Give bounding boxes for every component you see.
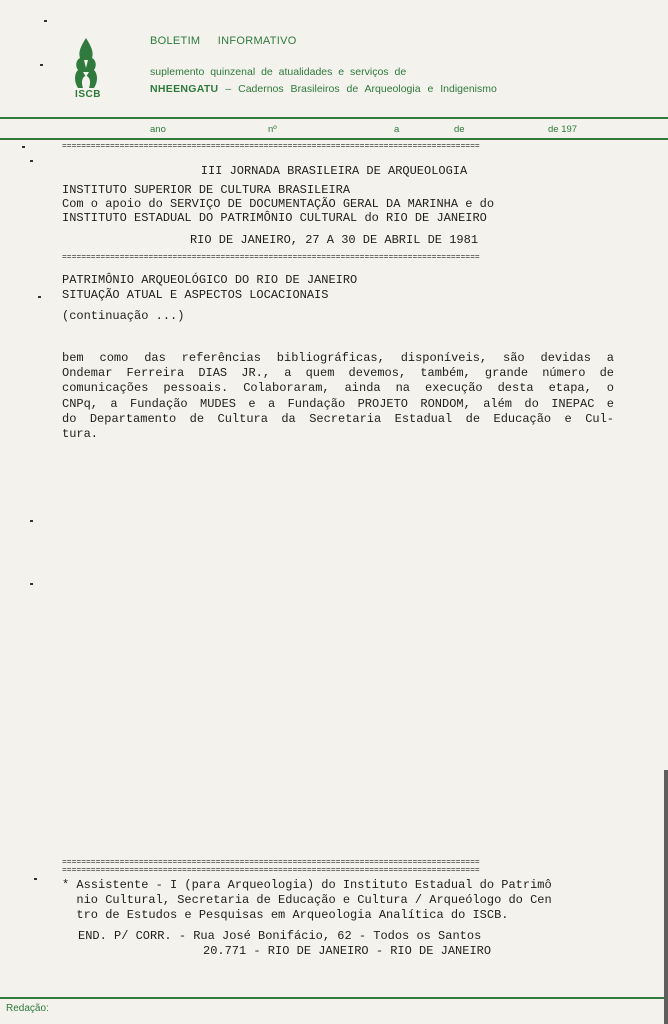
event-org-line1: INSTITUTO SUPERIOR DE CULTURA BRASILEIRA — [62, 183, 351, 197]
address-line2: 20.771 - RIO DE JANEIRO - RIO DE JANEIRO — [203, 944, 492, 958]
article-body — [62, 351, 614, 442]
body-line: bem como das referências bibliográficas, disponíveis, são devidas a — [62, 351, 614, 365]
event-org-line3: INSTITUTO ESTADUAL DO PATRIMÔNIO CULTURAL do RIO DE JANEIRO — [62, 211, 487, 225]
footnote — [62, 878, 552, 923]
date-ano-label: ano — [150, 124, 166, 135]
margin-speck — [38, 296, 41, 298]
separator-line: ======================================================================================= — [62, 142, 480, 151]
date-a-label: a — [394, 124, 400, 135]
margin-speck — [34, 878, 37, 880]
header-rule-bottom — [0, 138, 668, 140]
footnote-line: * Assistente - I (para Arqueologia) do Instituto Estadual do Patrimô — [62, 878, 552, 892]
body-line: tura. — [62, 427, 99, 442]
margin-speck — [22, 146, 25, 148]
date-de-label: de — [454, 124, 465, 135]
article-title-line1: PATRIMÔNIO ARQUEOLÓGICO DO RIO DE JANEIRO — [62, 273, 358, 287]
footnote-line: nio Cultural, Secretaria de Educação e Cultura / Arqueólogo do Cen — [62, 893, 552, 907]
bulletin-brand — [150, 83, 497, 95]
logo-text: ISCB — [75, 89, 101, 100]
event-date-place: RIO DE JANEIRO, 27 A 30 DE ABRIL DE 1981 — [189, 233, 479, 247]
bulletin-title: BOLETIM INFORMATIVO — [150, 35, 297, 47]
body-line: CNPq, a Fundação MUDES e a Fundação PROJETO RONDOM, além do INEPAC e — [62, 396, 614, 411]
body-line: Ondemar Ferreira DIAS JR., a quem devemos, também, grande número de — [62, 366, 614, 381]
body-line: comunicações pessoais. Colaboraram, ainda na execução desta etapa, o — [62, 381, 614, 396]
margin-speck — [30, 520, 33, 522]
body-line: do Departamento de Cultura da Secretaria Estadual de Educação e Cul- — [62, 411, 614, 426]
margin-speck — [40, 64, 43, 66]
event-title: III JORNADA BRASILEIRA DE ARQUEOLOGIA — [200, 164, 468, 178]
brand-name: NHEENGATU — [150, 83, 219, 95]
date-year-label: de 197 — [548, 124, 578, 135]
redacao-label: Redação: — [6, 1003, 49, 1014]
separator-line: ======================================================================================= — [62, 858, 480, 867]
header-rule-top — [0, 117, 668, 119]
brand-description: – Cadernos Brasileiros de Arqueologia e Indigenismo — [225, 83, 497, 95]
date-numero-label: nº — [268, 124, 277, 135]
margin-speck — [30, 583, 33, 585]
iscb-logo-icon — [66, 36, 106, 92]
article-title-line2: SITUAÇÃO ATUAL E ASPECTOS LOCACIONAIS — [62, 288, 329, 302]
bulletin-subtitle: suplemento quinzenal de atualidades e serviços de — [150, 66, 407, 78]
footnote-line: tro de Estudos e Pesquisas em Arqueologia Analítica do ISCB. — [62, 908, 509, 922]
footer-rule — [0, 997, 668, 999]
margin-speck — [44, 20, 47, 22]
page-edge-shadow — [664, 770, 668, 1024]
event-org-line2: Com o apoio do SERVIÇO DE DOCUMENTAÇÃO GERAL DA MARINHA e do — [62, 197, 495, 211]
article-continuation: (continuação ...) — [62, 309, 185, 323]
separator-line: ======================================================================================= — [62, 866, 480, 875]
margin-speck — [30, 160, 33, 162]
separator-line: ======================================================================================= — [62, 253, 480, 262]
address-line1: END. P/ CORR. - Rua José Bonifácio, 62 - Todos os Santos — [78, 929, 482, 943]
